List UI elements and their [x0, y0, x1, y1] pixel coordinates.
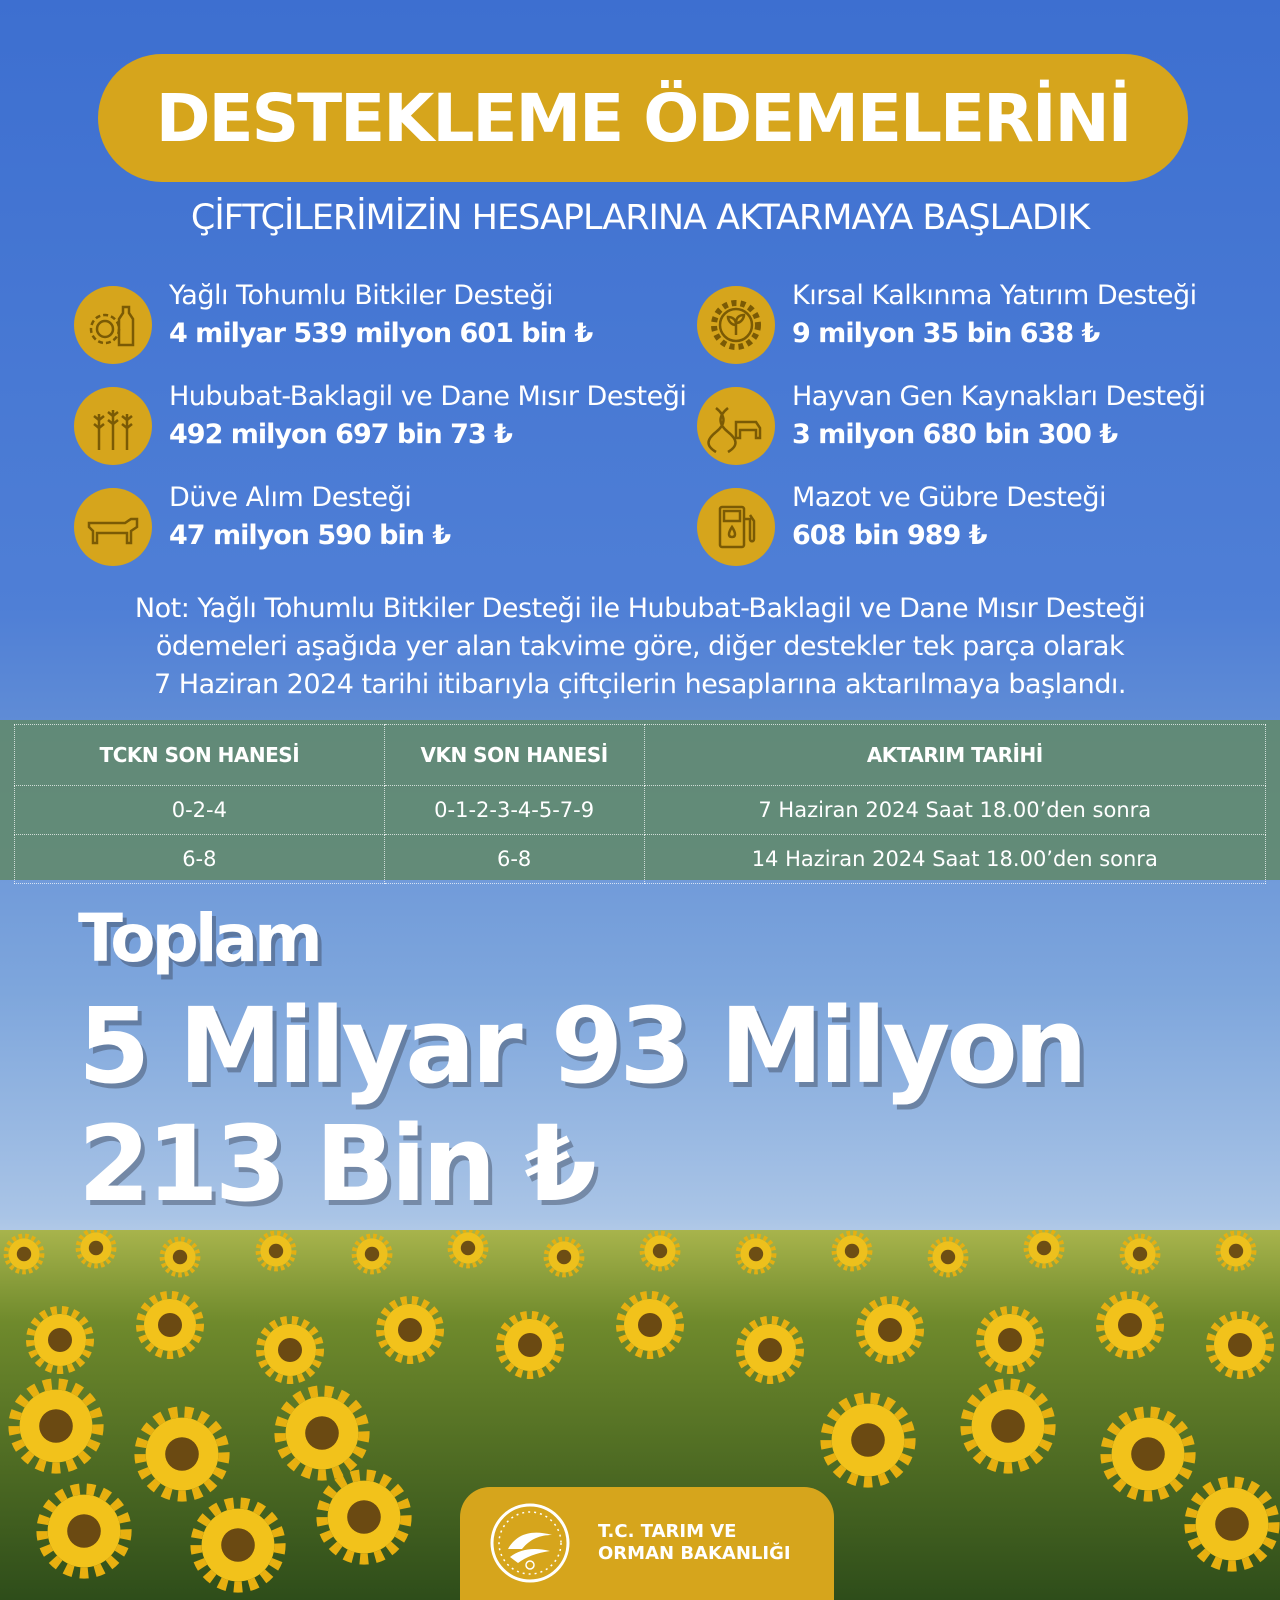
total-amount-line2: 213 Bin ₺: [78, 1103, 593, 1225]
table-cell: 14 Haziran 2024 Saat 18.00’den sonra: [644, 835, 1265, 884]
support-item-heifer: [74, 482, 634, 566]
table-row: [15, 835, 1266, 884]
support-item-oilseed: [74, 280, 634, 364]
ministry-badge: [460, 1487, 834, 1600]
support-item-animal-gene: [697, 381, 1257, 465]
payment-note: [60, 590, 1220, 704]
table-cell: 0-2-4: [15, 786, 385, 835]
gear-sprout-icon: [697, 286, 775, 364]
dna-cow-icon: [697, 387, 775, 465]
ministry-name-line: ORMAN BAKANLIĞI: [598, 1543, 791, 1564]
ministry-name-line: T.C. TARIM VE: [598, 1521, 737, 1542]
support-label: Düve Alım Desteği: [169, 482, 412, 513]
note-line: 7 Haziran 2024 tarihi itibarıyla çiftçilerin hesaplarına aktarılmaya başlandı.: [154, 669, 1126, 700]
support-amount: 492 milyon 697 bin 73 ₺: [169, 419, 512, 450]
ministry-emblem-icon: [490, 1503, 570, 1583]
sunflower-oil-icon: [74, 286, 152, 364]
table-cell: 6-8: [15, 835, 385, 884]
total-label: Toplam: [78, 900, 319, 977]
support-label: Yağlı Tohumlu Bitkiler Desteği: [169, 280, 554, 311]
table-row: [15, 786, 1266, 835]
table-cell: 6-8: [384, 835, 644, 884]
column-header: VKN SON HANESİ: [384, 725, 644, 786]
support-label: Hububat-Baklagil ve Dane Mısır Desteği: [169, 381, 687, 412]
column-header: AKTARIM TARİHİ: [644, 725, 1265, 786]
cow-icon: [74, 488, 152, 566]
payment-schedule-table: [14, 724, 1266, 884]
note-line: Not: Yağlı Tohumlu Bitkiler Desteği ile Hububat-Baklagil ve Dane Mısır Desteği: [134, 593, 1146, 624]
total-amount-line1: 5 Milyar 93 Milyon: [78, 985, 1084, 1107]
support-label: Hayvan Gen Kaynakları Desteği: [792, 381, 1206, 412]
support-item-fuel-fertilizer: [697, 482, 1257, 566]
table-cell: 0-1-2-3-4-5-7-9: [384, 786, 644, 835]
fuel-pump-icon: [697, 488, 775, 566]
title-banner: [98, 54, 1188, 182]
ministry-name: [598, 1521, 791, 1565]
support-amount: 9 milyon 35 bin 638 ₺: [792, 318, 1100, 349]
support-amount: 3 milyon 680 bin 300 ₺: [792, 419, 1118, 450]
column-header: TCKN SON HANESİ: [15, 725, 385, 786]
support-item-grain: [74, 381, 687, 465]
table-header-row: [15, 725, 1266, 786]
support-label: Mazot ve Gübre Desteği: [792, 482, 1107, 513]
page-subtitle: ÇİFTÇİLERİMİZİN HESAPLARINA AKTARMAYA BAŞLADIK: [190, 198, 1090, 238]
support-amount: 47 milyon 590 bin ₺: [169, 520, 451, 551]
support-item-rural-development: [697, 280, 1257, 364]
wheat-icon: [74, 387, 152, 465]
note-line: ödemeleri aşağıda yer alan takvime göre, diğer destekler tek parça olarak: [155, 631, 1125, 662]
support-amount: 608 bin 989 ₺: [792, 520, 987, 551]
table-cell: 7 Haziran 2024 Saat 18.00’den sonra: [644, 786, 1265, 835]
page-title: DESTEKLEME ÖDEMELERİNİ: [155, 79, 1131, 157]
support-amount: 4 milyar 539 milyon 601 bin ₺: [169, 318, 593, 349]
support-label: Kırsal Kalkınma Yatırım Desteği: [792, 280, 1197, 311]
